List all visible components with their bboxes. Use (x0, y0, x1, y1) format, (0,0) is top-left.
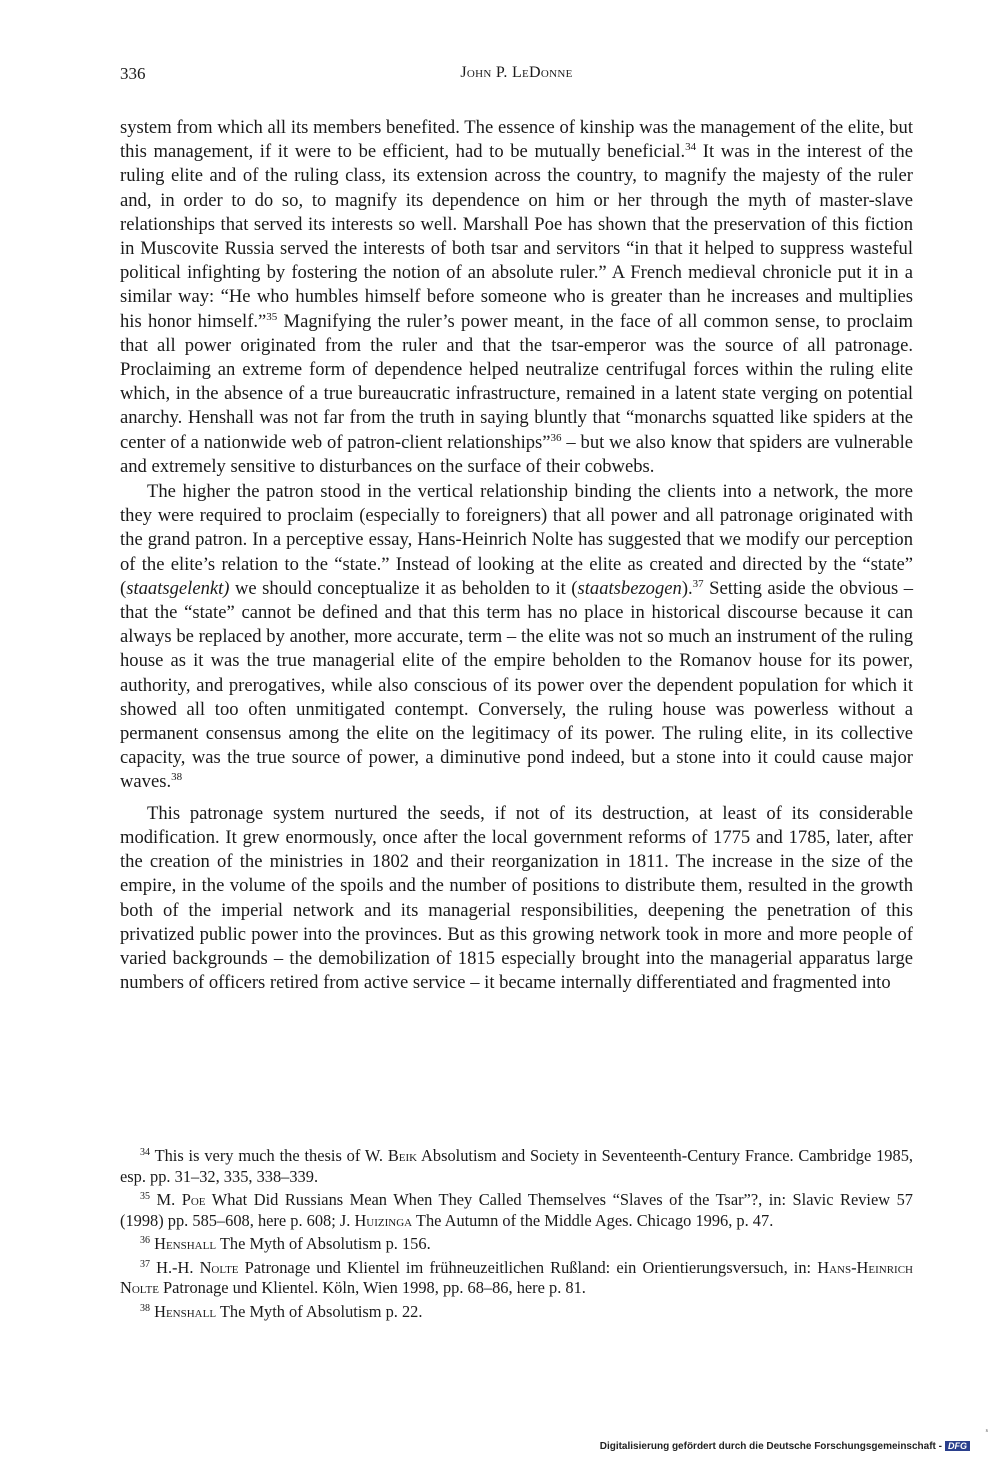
footnote-number: 36 (140, 1235, 150, 1246)
footnote-number: 37 (140, 1258, 150, 1270)
footnote-text: The Autumn of the Middle Ages. Chicago 1996, p. 47. (412, 1210, 774, 1230)
footnote-36 (120, 1234, 913, 1255)
text-segment: Magnifying the ruler’s power meant, in the face of all common sense, to proclaim that all power originated from the ruler and that the tsar-emperor was the source of all patronage. Proclaiming an extreme form of dependence helped neutralize centrifugal forces within the ruling elite which, in the absence of a true bureaucratic infrastructure, remained in a latent state verging on potential anarchy. Henshall was not far from the truth in saying bluntly that “monarchs squatted like spiders at the center of a nationwide web of patron-client relationships” (120, 310, 913, 453)
text-segment: we should conceptualize it as beholden to it ( (229, 577, 578, 599)
paragraph-2 (120, 480, 913, 795)
footnote-text: The Myth of Absolutism p. 156. (216, 1234, 431, 1253)
footnote-ref-36: 36 (550, 431, 562, 444)
text-segment: This patronage system nurtured the seeds, if not of its destruction, at least of its considerable modification. It grew enormously, once after the local government reforms of 1775 and 1785, later, after the creation of the ministries in 1802 and their reorganization in 1811. The increase in the size of the empire, in the volume of the spoils and the number of positions to distribute them, resulted in the growth both of the imperial network and its managerial responsibilities, deepening the penetration of this privatized public power into the provinces. But as this growing network took in more and more people of varied backgrounds – the demobilization of 1815 especially brought into the managerial apparatus large numbers of officers retired from active service – it became internally differentiated and fragmented into (120, 802, 913, 994)
corner-mark: s (985, 1428, 988, 1434)
footnote-text: The Myth of Absolutism p. 22. (216, 1301, 423, 1321)
dfg-logo: DFG (945, 1441, 970, 1451)
footnote-text: H.-H. (156, 1257, 200, 1277)
footnote-ref-37: 37 (692, 577, 704, 590)
text-segment: Setting aside the obvious – that the “state” cannot be defined and that this term has no place in historical discourse because it can always be replaced by another, more accurate, term – the elite was not so much an instrument of the ruling house as it was the true managerial elite of the empire beholden to the Romanov house for its power, authority, and prerogatives, while also conscious of its power over the dependent population for which it showed all too often unmitigated contempt. Conversely, the ruling house was powerless without a permanent consensus among the elite on the legitimacy of its power. The ruling elite, in its collective capacity, was the true source of power, a diminutive pond indeed, but a stone into it could cause major waves. (120, 577, 913, 793)
footnote-38 (120, 1302, 913, 1323)
footnote-author: Huizinga (354, 1210, 413, 1230)
body-text (120, 116, 913, 995)
footnote-text: This is very much the thesis of W. (154, 1146, 388, 1165)
footnote-34 (120, 1146, 913, 1187)
page-header (120, 64, 913, 88)
footnote-author: Beik (387, 1146, 418, 1165)
footnote-number: 38 (140, 1302, 150, 1314)
footnote-ref-34: 34 (685, 141, 697, 154)
text-segment: system from which all its members benefited. The essence of kinship was the management of the elite, but this management, if it were to be efficient, had to be mutually beneficial. (120, 117, 913, 163)
footnote-text: Patronage und Klientel im frühneuzeitlichen Rußland: ein Orientierungsversuch, in: (238, 1257, 818, 1277)
running-head: John P. LeDonne (460, 64, 573, 81)
text-segment: It was in the interest of the ruling elite and of the ruling class, its extension across the country, to magnify the majesty of the ruler and, in order to do so, to magnify its dependence on him or her through the myth of master-slave relationships that served its interests so well. Marshall Poe has shown that the preservation of this fiction in Muscovite Russia served the interests of both tsar and servitors “in that it helped to suppress wasteful political infighting by fostering the notion of an absolute ruler.” A French medieval chronicle put it in a similar way: “He who humbles himself before someone who is greater than he increases and multiplies his honor himself.” (120, 141, 913, 332)
italic-term: staatsgelenkt) (126, 577, 230, 599)
text-segment: ). (681, 577, 693, 599)
page-number: 336 (120, 64, 146, 83)
footnote-author: Hans-Heinrich Nolte (120, 1257, 913, 1297)
text-segment: – but we also know that spiders are vulnerable and extremely sensitive to disturbances on the surface of their cobwebs. (120, 431, 913, 477)
footnote-text: Patronage und Klientel. Köln, Wien 1998, pp. 68–86, here p. 81. (158, 1278, 586, 1297)
footnote-author: Henshall (154, 1301, 217, 1321)
footnotes (120, 1146, 913, 1325)
footnote-author: Henshall (154, 1234, 217, 1253)
footnote-text: Absolutism and Society in Seventeenth-Century France. Cambridge 1985, esp. pp. 31–32, 335, 338–339. (120, 1146, 913, 1186)
footnote-number: 34 (140, 1147, 150, 1158)
footnote-37 (120, 1258, 913, 1299)
paragraph-3 (120, 802, 913, 996)
digitization-note (600, 1441, 970, 1452)
footnote-ref-35: 35 (266, 310, 278, 323)
footnote-author: Nolte (199, 1257, 239, 1277)
digitization-text: Digitalisierung gefördert durch die Deutsche Forschungsgemeinschaft - (599, 1441, 942, 1452)
footnote-text: M. (156, 1190, 182, 1209)
text-segment: The higher the patron stood in the vertical relationship binding the clients into a network, the more they were required to proclaim (especially to foreigners) that all power and all patronage originated with the grand patron. In a perceptive essay, Hans-Heinrich Nolte has suggested that we modify our perception of the elite’s relation to the “state.” Instead of looking at the elite as created and directed by the “state” ( (120, 481, 913, 599)
italic-term: staatsbezogen (577, 577, 682, 599)
footnote-35 (120, 1190, 913, 1231)
footnote-number: 35 (140, 1191, 150, 1202)
footnote-text: What Did Russians Mean When They Called Themselves “Slaves of the Tsar”?, in: Slavic Review 57 (1998) pp. 585–608, here p. 608; J. (120, 1190, 913, 1230)
footnote-author: Poe (181, 1190, 206, 1209)
paragraph-1 (120, 116, 913, 479)
footnote-ref-38: 38 (171, 771, 183, 784)
